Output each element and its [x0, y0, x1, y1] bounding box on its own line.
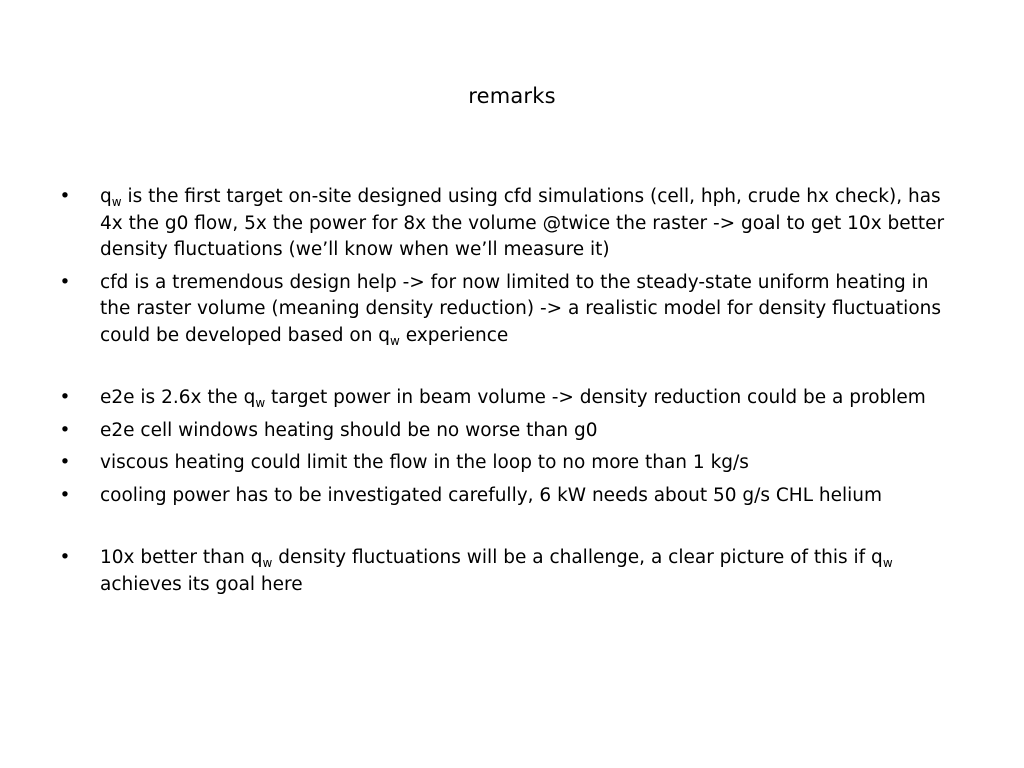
bullet-dot-icon: • [59, 547, 71, 568]
text-segment: cfd is a tremendous design help -> for now limited to the steady-state uniform heating in the raster volume (meaning density reduction) -> a realistic model for density fluctuations could be developed based on q [100, 271, 942, 346]
text-segment: q [100, 186, 112, 207]
bullet-item [58, 270, 963, 350]
bullet-list [58, 184, 963, 604]
bullet-text [100, 485, 882, 506]
bullet-dot-icon: • [59, 419, 71, 441]
bullet-item [58, 184, 963, 264]
subscript: w [255, 396, 266, 410]
text-segment: e2e cell windows heating should be no worse than g0 [100, 419, 598, 441]
subscript: w [882, 556, 893, 570]
bullet-text [100, 186, 944, 260]
text-segment: target power in beam volume -> density reduction could be a problem [265, 387, 926, 408]
text-segment: viscous heating could limit the flow in the loop to no more than 1 kg/s [100, 452, 749, 473]
subscript: w [111, 195, 122, 209]
text-segment: experience [399, 324, 509, 346]
bullet-text [100, 452, 749, 473]
bullet-text [100, 420, 598, 441]
slide-title: remarks [468, 84, 556, 108]
bullet-item [58, 385, 963, 412]
bullet-dot-icon: • [59, 271, 71, 293]
bullet-text [100, 547, 893, 595]
bullet-text [100, 272, 941, 346]
bullet-item [58, 450, 963, 477]
text-segment: 10x better than q [100, 547, 263, 568]
subscript: w [262, 556, 273, 570]
bullet-item [58, 418, 963, 445]
bullet-dot-icon: • [59, 387, 71, 408]
bullet-text [100, 387, 926, 408]
bullet-item [58, 483, 963, 510]
bullet-dot-icon: • [59, 186, 71, 207]
bullet-dot-icon: • [59, 452, 71, 473]
text-segment: is the first target on-site designed using cfd simulations (cell, hph, crude hx check), has 4x the g0 flow, 5x the power for 8x the volume @twice the raster -> goal to get 10x better density fluctuations (we’ll know when we’ll measure it) [100, 186, 945, 260]
bullet-dot-icon: • [59, 484, 71, 506]
text-segment: e2e is 2.6x the q [100, 387, 256, 408]
bullet-item [58, 545, 963, 598]
subscript: w [390, 333, 400, 348]
text-segment: cooling power has to be investigated carefully, 6 kW needs about 50 g/s CHL helium [100, 484, 883, 506]
text-segment: achieves its goal here [100, 573, 303, 595]
text-segment: density fluctuations will be a challenge, a clear picture of this if q [272, 547, 883, 568]
